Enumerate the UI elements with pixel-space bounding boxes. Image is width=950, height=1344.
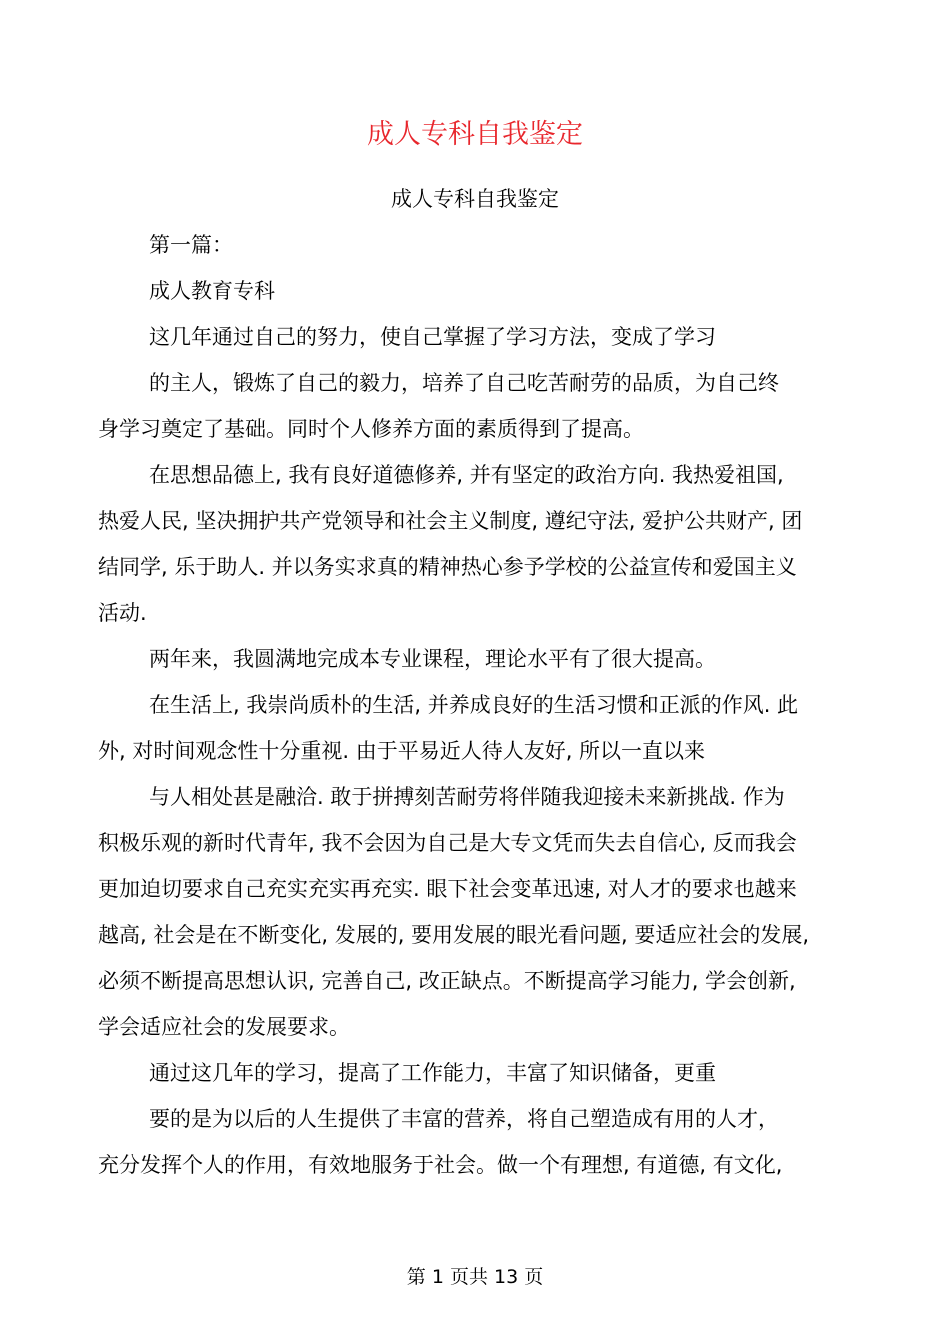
section-subheading: 成人教育专科 — [149, 279, 275, 303]
body-line: 两年来，我圆满地完成本专业课程，理论水平有了很大提高。 — [149, 647, 716, 671]
section-heading: 第一篇： — [149, 233, 233, 257]
body-line: 要的是为以后的人生提供了丰富的营养，将自己塑造成有用的人才， — [149, 1107, 779, 1131]
body-line: 必须不断提高思想认识, 完善自己, 改正缺点。不断提高学习能力, 学会创新, — [98, 969, 796, 993]
body-line: 外, 对时间观念性十分重视. 由于平易近人待人友好, 所以一直以来 — [98, 739, 706, 763]
body-line: 与人相处甚是融洽. 敢于拼搏刻苦耐劳将伴随我迎接未来新挑战. 作为 — [149, 785, 785, 809]
document-body — [98, 229, 846, 1195]
document-title: 成人专科自我鉴定 — [367, 119, 583, 150]
body-line: 学会适应社会的发展要求。 — [98, 1015, 350, 1039]
body-line: 活动. — [98, 601, 147, 625]
document-subtitle: 成人专科自我鉴定 — [391, 187, 559, 211]
body-line: 充分发挥个人的作用，有效地服务于社会。做一个有理想, 有道德, 有文化, — [98, 1153, 783, 1177]
body-line: 通过这几年的学习，提高了工作能力，丰富了知识储备，更重 — [149, 1061, 716, 1085]
body-line: 在思想品德上, 我有良好道德修养, 并有坚定的政治方向. 我热爱祖国, — [149, 463, 784, 487]
body-line: 结同学, 乐于助人. 并以务实求真的精神热心参予学校的公益宣传和爱国主义 — [98, 555, 797, 579]
body-line: 越高, 社会是在不断变化, 发展的, 要用发展的眼光看问题, 要适应社会的发展, — [98, 923, 810, 947]
body-line: 积极乐观的新时代青年, 我不会因为自己是大专文凭而失去自信心, 反而我会 — [98, 831, 797, 855]
body-line: 更加迫切要求自己充实充实再充实. 眼下社会变革迅速, 对人才的要求也越来 — [98, 877, 797, 901]
body-line: 这几年通过自己的努力，使自己掌握了学习方法，变成了学习 — [149, 325, 716, 349]
page-number: 第 1 页共 13 页 — [406, 1266, 544, 1288]
body-line: 身学习奠定了基础。同时个人修养方面的素质得到了提高。 — [98, 417, 644, 441]
body-line: 在生活上, 我崇尚质朴的生活, 并养成良好的生活习惯和正派的作风. 此 — [149, 693, 799, 717]
body-line: 热爱人民, 坚决拥护共产党领导和社会主义制度, 遵纪守法, 爱护公共财产, 团 — [98, 509, 803, 533]
body-line: 的主人，锻炼了自己的毅力，培养了自己吃苦耐劳的品质，为自己终 — [149, 371, 779, 395]
